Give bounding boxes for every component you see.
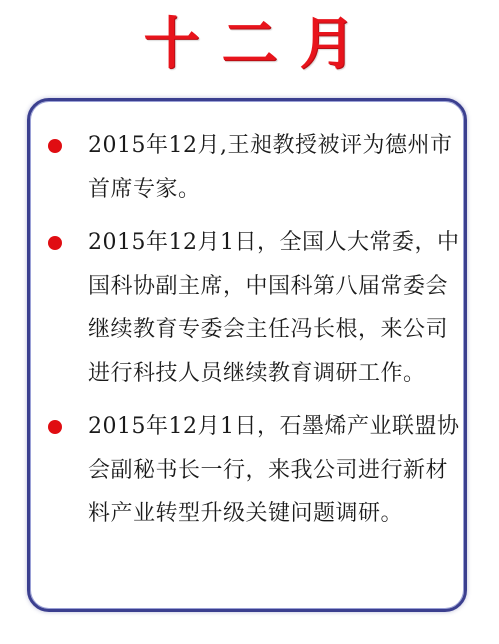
bullet-dot-icon (48, 139, 62, 153)
page-title: 十二月 (143, 11, 378, 77)
event-list (40, 124, 460, 546)
list-item (40, 124, 460, 211)
list-item-text: 2015年12月,王昶教授被评为德州市首席专家。 (88, 133, 453, 202)
bullet-dot-icon (48, 420, 62, 434)
list-item-text: 2015年12月1日，全国人大常委，中国科协副主席，中国科第八届常委会继续教育专委会主任冯长根，来公司进行科技人员继续教育调研工作。 (88, 230, 460, 386)
list-item (40, 221, 460, 395)
bullet-dot-icon (48, 236, 62, 250)
list-item-text: 2015年12月1日，石墨烯产业联盟协会副秘书长一行，来我公司进行新材料产业转型升级关键问题调研。 (88, 414, 460, 526)
list-item (40, 405, 460, 536)
